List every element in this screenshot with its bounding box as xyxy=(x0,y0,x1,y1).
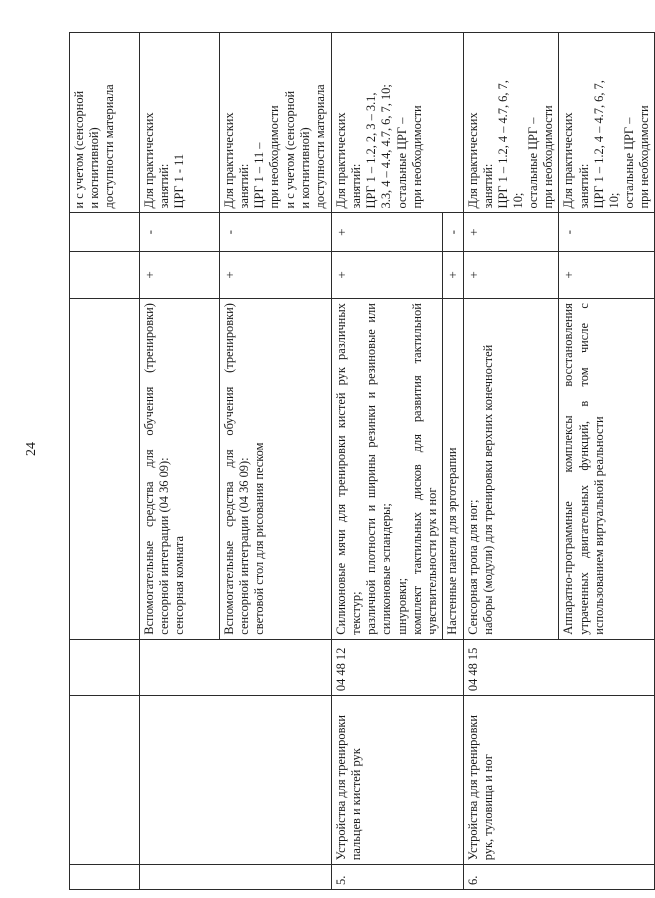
desc-line: доступности материала xyxy=(312,84,327,209)
table-row xyxy=(70,33,140,890)
items-cell xyxy=(220,299,332,640)
device-name xyxy=(70,696,140,865)
items-cell xyxy=(463,299,559,640)
plus-mark: + xyxy=(140,251,220,298)
items-cell xyxy=(559,299,655,640)
table-row xyxy=(332,33,443,890)
item-text: комплект тактильных дисков для развития тактильной чувствительности рук и ног xyxy=(409,303,439,635)
plus-mark: + xyxy=(442,251,463,298)
extra-mark: - xyxy=(140,213,220,251)
desc-line: и когнитивной) xyxy=(87,127,102,209)
desc-line: занятий: xyxy=(349,163,364,209)
device-code xyxy=(140,639,332,695)
desc-line: Для практических xyxy=(334,112,348,209)
item-text: Силиконовые мячи для тренировки кистей рук различных текстур; xyxy=(334,303,364,635)
desc-line: и когнитивной) xyxy=(297,127,312,209)
item-text: световой стол для рисования песком xyxy=(252,442,267,635)
items-cell xyxy=(332,299,443,640)
desc-line: ЦРГ 1 – 1.2, 4 – 4.7, 6, 7, xyxy=(495,80,510,209)
desc-line: ЦРГ 1 – 11 – xyxy=(252,142,267,209)
items-cell xyxy=(442,299,463,640)
plus-mark: + xyxy=(463,251,559,298)
table-row xyxy=(140,33,220,890)
usage-description xyxy=(332,33,464,213)
plus-mark: + xyxy=(332,251,443,298)
plus-mark xyxy=(70,251,140,298)
item-text: Вспомогательные средства для обучения (тренировки) сенсорной интеграции (04 36 09): xyxy=(222,303,252,635)
item-text: различной плотности и ширины резинки и резиновые или силиконовые эспандеры; xyxy=(364,303,394,635)
desc-line: Для практических xyxy=(465,112,480,209)
desc-line: ЦРГ 1 - 11 xyxy=(172,153,187,209)
rotated-table-frame xyxy=(69,32,652,890)
desc-line: Для практических xyxy=(222,112,236,209)
item-text: шнуровки; xyxy=(394,577,409,635)
page-number: 24 xyxy=(24,442,39,456)
desc-line: при необходимости xyxy=(637,105,652,209)
plus-mark: + xyxy=(220,251,332,298)
extra-mark: - xyxy=(220,213,332,251)
usage-description xyxy=(559,33,655,213)
desc-line: при необходимости xyxy=(541,105,556,209)
device-name: Устройства для тренировки пальцев и кистей рук xyxy=(332,696,464,865)
items-cell xyxy=(140,299,220,640)
extra-mark: + xyxy=(332,213,443,251)
item-text: Настенные панели для эрготерапии xyxy=(444,447,459,635)
desc-line: Для практических xyxy=(561,112,576,209)
desc-line: доступности материала xyxy=(102,84,117,209)
device-name xyxy=(140,696,332,865)
desc-line: и с учетом (сенсорной xyxy=(282,90,297,209)
desc-line: занятий: xyxy=(237,163,252,209)
desc-line: занятий: xyxy=(576,163,591,209)
extra-mark: + xyxy=(463,213,559,251)
equipment-table xyxy=(69,32,655,890)
desc-line: остальные ЦРГ – xyxy=(526,117,541,209)
desc-line: при необходимости xyxy=(409,105,424,209)
desc-line: занятий: xyxy=(480,163,495,209)
device-code: 04 48 12 xyxy=(332,639,464,695)
items-cell xyxy=(70,299,140,640)
extra-mark: - xyxy=(442,213,463,251)
extra-mark xyxy=(70,213,140,251)
row-number: 5. xyxy=(332,865,464,890)
table-row xyxy=(463,33,559,890)
desc-line: остальные ЦРГ – xyxy=(394,117,409,209)
usage-description xyxy=(220,33,332,213)
usage-description xyxy=(70,33,140,213)
desc-line: ЦРГ 1 – 1.2, 2, 3 – 3.1, xyxy=(364,92,379,209)
row-number xyxy=(70,865,140,890)
row-number: 6. xyxy=(463,865,655,890)
device-name: Устройства для тренировки рук, туловища и ног xyxy=(463,696,655,865)
table-sheet xyxy=(69,32,652,890)
device-code: 04 48 15 xyxy=(463,639,655,695)
desc-line: и с учетом (сенсорной xyxy=(72,90,86,209)
desc-line: 10; xyxy=(606,192,621,209)
desc-line: Для практических xyxy=(142,112,156,209)
desc-line: ЦРГ 1 – 1.2, 4 – 4.7, 6, 7, xyxy=(591,80,606,209)
item-text: сенсорная комната xyxy=(172,536,187,635)
item-text: Аппаратно-программные комплексы восстановления утраченных двигательных функций, в том числе с использованием виртуальной реальности xyxy=(561,303,606,635)
item-text: Сенсорная тропа для ног; xyxy=(465,499,480,635)
desc-line: при необходимости xyxy=(267,105,282,209)
extra-mark: - xyxy=(559,213,655,251)
usage-description xyxy=(463,33,559,213)
desc-line: 10; xyxy=(511,192,526,209)
usage-description xyxy=(140,33,220,213)
plus-mark: + xyxy=(559,251,655,298)
desc-line: остальные ЦРГ – xyxy=(621,117,636,209)
item-text: наборы (модули) для тренировки верхних конечностей xyxy=(480,344,495,635)
device-code xyxy=(70,639,140,695)
item-text: Вспомогательные средства для обучения (тренировки) сенсорной интеграции (04 36 09): xyxy=(142,303,172,635)
row-number xyxy=(140,865,332,890)
desc-line: 3.3, 4 – 4.4, 4.7, 6, 7, 10; xyxy=(379,84,394,209)
desc-line: занятий: xyxy=(157,163,172,209)
